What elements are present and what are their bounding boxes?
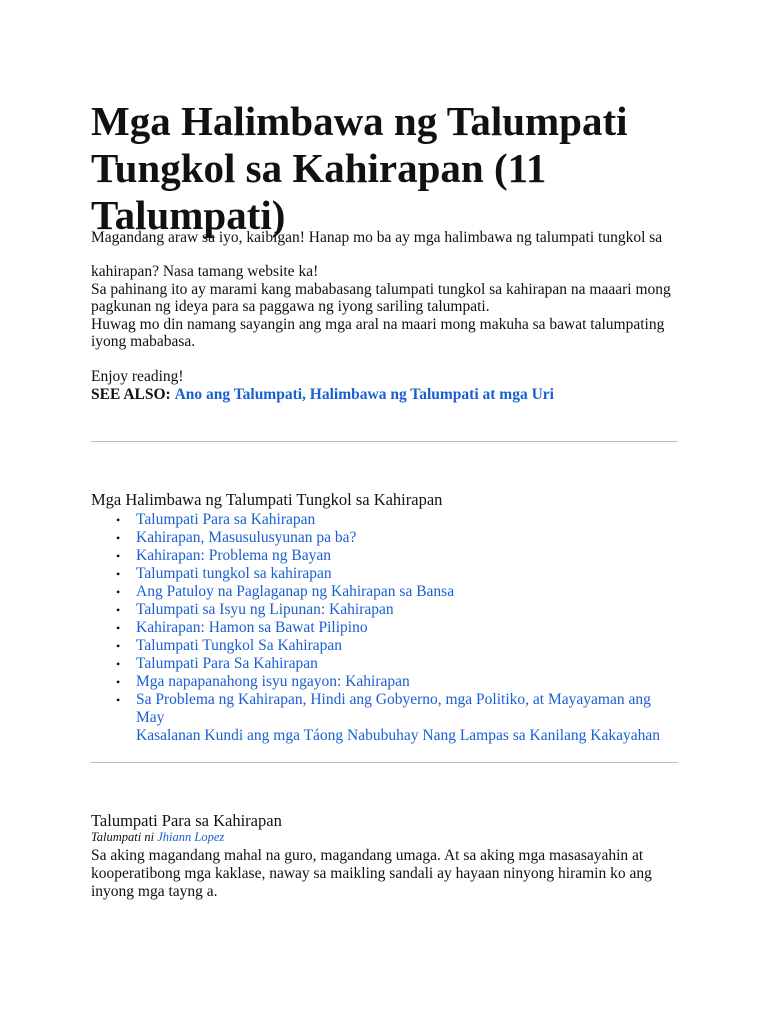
- body-line: Sa aking magandang mahal na guro, magandang umaga. At sa aking mga masasayahin at: [91, 847, 644, 864]
- bullet-icon: •: [116, 657, 121, 671]
- toc-item[interactable]: [91, 547, 681, 565]
- toc-item-label[interactable]: Kasalanan Kundi ang mga Táong Nabubuhay Nang Lampas sa Kanilang Kakayahan: [136, 727, 660, 744]
- intro-line: Sa pahinang ito ay marami kang mababasang talumpati tungkol sa kahirapan na maaari mong: [91, 281, 671, 298]
- byline-prefix: Talumpati ni: [91, 830, 155, 844]
- intro-line: Enjoy reading!: [91, 368, 184, 385]
- toc-item-label[interactable]: Kahirapan: Problema ng Bayan: [136, 547, 331, 564]
- body-line: inyong mga tayng a.: [91, 883, 218, 900]
- divider: [91, 441, 678, 442]
- bullet-icon: •: [116, 513, 121, 527]
- see-also: [91, 386, 554, 404]
- author-link[interactable]: Jhiann Lopez: [157, 830, 225, 844]
- toc-item[interactable]: [91, 511, 681, 529]
- toc-item[interactable]: [91, 637, 681, 655]
- toc-item[interactable]: [91, 601, 681, 619]
- toc-item[interactable]: [91, 583, 681, 601]
- intro-line: kahirapan? Nasa tamang website ka!: [91, 263, 319, 280]
- bullet-icon: •: [116, 549, 121, 563]
- toc-item-label[interactable]: Talumpati Para Sa Kahirapan: [136, 655, 318, 672]
- see-also-label: SEE ALSO:: [91, 386, 171, 403]
- bullet-icon: •: [116, 639, 121, 653]
- divider: [91, 762, 678, 763]
- toc-item-label[interactable]: Talumpati sa Isyu ng Lipunan: Kahirapan: [136, 601, 394, 618]
- toc-item-label[interactable]: Kahirapan: Hamon sa Bawat Pilipino: [136, 619, 368, 636]
- bullet-icon: •: [116, 675, 121, 689]
- toc-heading: Mga Halimbawa ng Talumpati Tungkol sa Kahirapan: [91, 490, 443, 509]
- bullet-icon: •: [116, 603, 121, 617]
- toc-list: [91, 511, 681, 745]
- toc-item-label[interactable]: Talumpati Tungkol Sa Kahirapan: [136, 637, 342, 654]
- intro-line: iyong mababasa.: [91, 333, 196, 350]
- intro-line: pagkunan ng ideya para sa paggawa ng iyong sariling talumpati.: [91, 298, 490, 315]
- toc-item[interactable]: [91, 565, 681, 583]
- toc-item-label[interactable]: Kahirapan, Masusulusyunan pa ba?: [136, 529, 357, 546]
- toc-item-label[interactable]: Talumpati Para sa Kahirapan: [136, 511, 316, 528]
- toc-item[interactable]: [91, 655, 681, 673]
- toc-item-label[interactable]: Talumpati tungkol sa kahirapan: [136, 565, 332, 582]
- toc-item-label[interactable]: Ang Patuloy na Paglaganap ng Kahirapan sa Bansa: [136, 583, 455, 600]
- article-title: Mga Halimbawa ng Talumpati Tungkol sa Kahirapan (11 Talumpati): [91, 98, 628, 238]
- toc-item-label[interactable]: Sa Problema ng Kahirapan, Hindi ang Gobyerno, mga Politiko, at Mayayaman ang May: [136, 691, 651, 726]
- bullet-icon: •: [116, 585, 121, 599]
- bullet-icon: •: [116, 531, 121, 545]
- bullet-icon: •: [116, 693, 121, 707]
- bullet-icon: •: [116, 621, 121, 635]
- toc-item[interactable]: [91, 691, 681, 745]
- toc-item[interactable]: [91, 619, 681, 637]
- toc-item[interactable]: [91, 673, 681, 691]
- see-also-link[interactable]: Ano ang Talumpati, Halimbawa ng Talumpati at mga Uri: [174, 386, 554, 403]
- bullet-icon: •: [116, 567, 121, 581]
- toc-item-label[interactable]: Mga napapanahong isyu ngayon: Kahirapan: [136, 673, 410, 690]
- body-line: kooperatibong mga kaklase, naway sa maikling sandali ay hayaan ninyong hiramin ko ang: [91, 865, 652, 882]
- byline: [91, 829, 224, 845]
- toc-item[interactable]: [91, 529, 681, 547]
- intro-line: Magandang araw sa iyo, kaibigan! Hanap mo ba ay mga halimbawa ng talumpati tungkol sa: [91, 229, 663, 246]
- intro-line: Huwag mo din namang sayangin ang mga aral na maari mong makuha sa bawat talumpating: [91, 316, 665, 333]
- section-heading: Talumpati Para sa Kahirapan: [91, 811, 282, 830]
